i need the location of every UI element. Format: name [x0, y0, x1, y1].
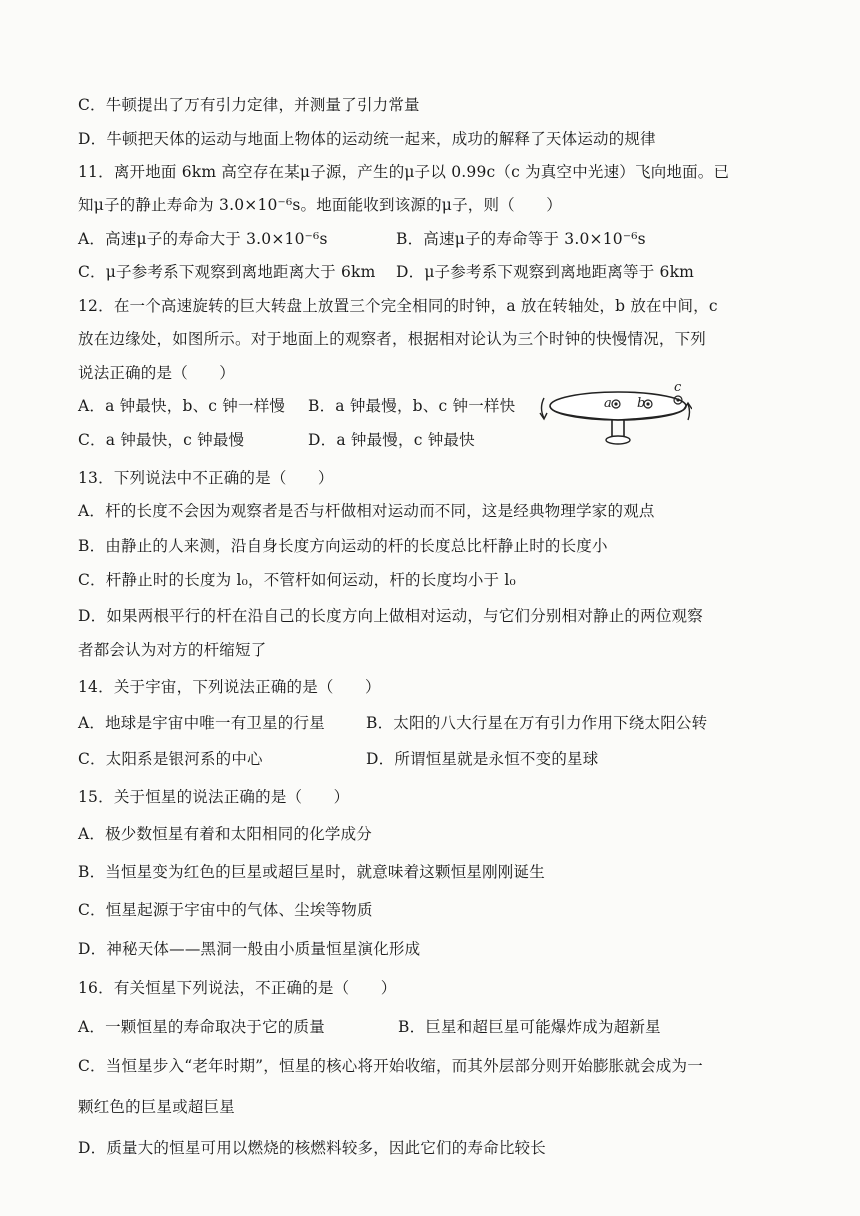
q16-option-b: B．巨星和超巨星可能爆炸成为超新星 [398, 1018, 661, 1036]
q12-option-c: C．a 钟最快，c 钟最慢 [78, 431, 245, 449]
q11-option-c: C．μ子参考系下观察到离地距离大于 6km [78, 263, 376, 281]
q12-option-d: D．a 钟最慢，c 钟最快 [308, 431, 475, 449]
q11-stem-line1: 11．离开地面 6km 高空存在某μ子源，产生的μ子以 0.99c（c 为真空中光速）飞向地面。已 [78, 163, 730, 181]
turntable-figure [536, 382, 692, 462]
clock-a-label: a [604, 396, 612, 411]
q16-option-d: D．质量大的恒星可用以燃烧的核燃料较多，因此它们的寿命比较长 [78, 1139, 546, 1157]
q15-option-c: C．恒星起源于宇宙中的气体、尘埃等物质 [78, 901, 373, 919]
turntable-base [606, 436, 630, 444]
q16-option-c-line1: C．当恒星步入“老年时期”，恒星的核心将开始收缩，而其外层部分则开始膨胀就会成为一 [78, 1057, 703, 1075]
q12-stem-line3: 说法正确的是（ ） [78, 364, 236, 382]
turntable-shaft [612, 420, 624, 438]
q14-option-b: B．太阳的八大行星在万有引力作用下绕太阳公转 [366, 714, 708, 732]
q13-option-b: B．由静止的人来测，沿自身长度方向运动的杆的长度总比杆静止时的长度小 [78, 537, 608, 555]
q15-stem: 15．关于恒星的说法正确的是（ ） [78, 788, 350, 806]
q13-option-d-line1: D．如果两根平行的杆在沿自己的长度方向上做相对运动，与它们分别相对静止的两位观察 [78, 607, 703, 625]
q11-stem-line2: 知μ子的静止寿命为 3.0×10⁻⁶s。地面能收到该源的μ子，则（ ） [78, 196, 562, 214]
q16-option-a: A．一颗恒星的寿命取决于它的质量 [78, 1018, 325, 1036]
q13-option-a: A．杆的长度不会因为观察者是否与杆做相对运动而不同，这是经典物理学家的观点 [78, 502, 655, 520]
clock-c-label: c [674, 382, 682, 395]
q10-option-d: D．牛顿把天体的运动与地面上物体的运动统一起来，成功的解释了天体运动的规律 [78, 130, 656, 148]
q10-option-c: C．牛顿提出了万有引力定律，并测量了引力常量 [78, 96, 420, 114]
q12-option-a: A．a 钟最快，b、c 钟一样慢 [78, 397, 286, 415]
q14-stem: 14．关于宇宙，下列说法正确的是（ ） [78, 678, 381, 696]
turntable-disk [550, 392, 686, 420]
clock-b-label: b [637, 396, 646, 411]
q15-option-d: D．神秘天体——黑洞一般由小质量恒星演化形成 [78, 940, 421, 958]
q13-option-c: C．杆静止时的长度为 l₀，不管杆如何运动，杆的长度均小于 l₀ [78, 571, 516, 589]
q16-stem: 16．有关恒星下列说法，不正确的是（ ） [78, 979, 397, 997]
q11-option-a: A．高速μ子的寿命大于 3.0×10⁻⁶s [78, 230, 328, 248]
q14-option-d: D．所谓恒星就是永恒不变的星球 [366, 750, 599, 768]
q12-stem-line2: 放在边缘处，如图所示。对于地面上的观察者，根据相对论认为三个时钟的快慢情况，下列 [78, 330, 707, 348]
q14-option-a: A．地球是宇宙中唯一有卫星的行星 [78, 714, 325, 732]
q11-option-d: D．μ子参考系下观察到离地距离等于 6km [396, 263, 695, 281]
rotation-arrow-left-icon [540, 398, 547, 419]
q12-stem-line1: 12．在一个高速旋转的巨大转盘上放置三个完全相同的时钟，a 放在转轴处，b 放在中间，c [78, 297, 718, 315]
q13-stem: 13．下列说法中不正确的是（ ） [78, 469, 334, 487]
q13-option-d-line2: 者都会认为对方的杆缩短了 [78, 641, 267, 659]
q11-option-b: B．高速μ子的寿命等于 3.0×10⁻⁶s [396, 230, 646, 248]
q16-option-c-line2: 颗红色的巨星或超巨星 [78, 1098, 236, 1116]
q15-option-a: A．极少数恒星有着和太阳相同的化学成分 [78, 825, 372, 843]
q14-option-c: C．太阳系是银河系的中心 [78, 750, 263, 768]
q12-option-b: B．a 钟最慢，b、c 钟一样快 [308, 397, 516, 415]
q15-option-b: B．当恒星变为红色的巨星或超巨星时，就意味着这颗恒星刚刚诞生 [78, 863, 545, 881]
